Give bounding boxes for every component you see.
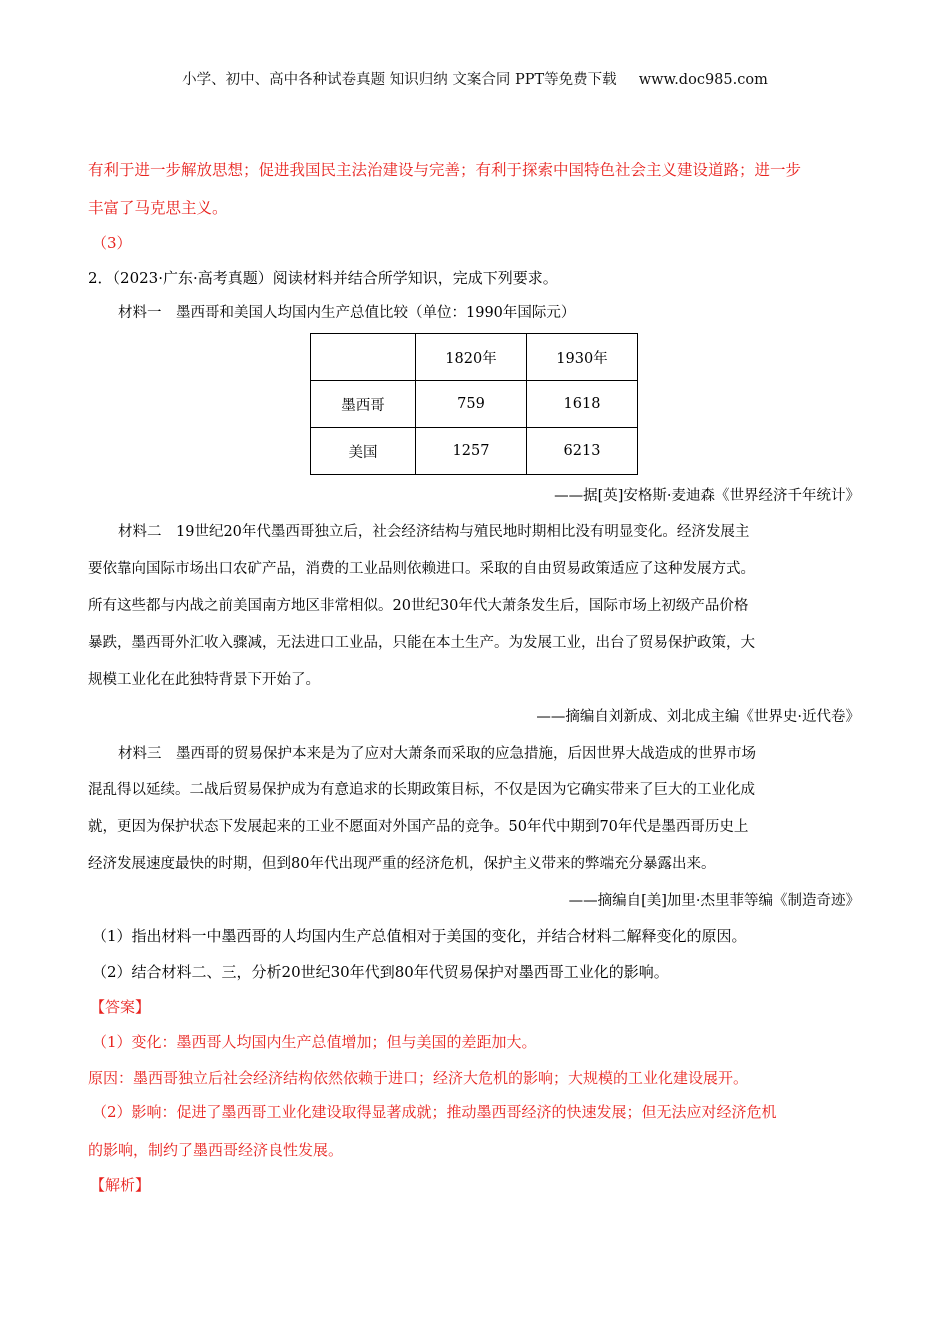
sub-question-2: （2）结合材料二、三，分析20世纪30年代到80年代贸易保护对墨西哥工业化的影响。 [92,963,669,981]
answer-1-reason: 原因：墨西哥独立后社会经济结构依然依赖于进口；经济大危机的影响；大规模的工业化建设展开。 [88,1069,749,1087]
answer-2-line1: （2）影响：促进了墨西哥工业化建设取得显著成就；推动墨西哥经济的快速发展；但无法应对经济危机 [92,1103,777,1121]
material1-title: 材料一 墨西哥和美国人均国内生产总值比较（单位：1990年国际元） [118,305,576,321]
table-header-cell: 1820年 [416,334,527,381]
gdp-table [310,333,638,475]
table-row [311,428,638,475]
material3-line: 经济发展速度最快的时期，但到80年代出现严重的经济危机，保护主义带来的弊端充分暴露出来。 [88,856,716,872]
prev-answer-line2: 丰富了马克思主义。 [88,199,228,217]
page-header [0,68,950,89]
table-row [311,381,638,428]
material2-line: 所有这些都与内战之前美国南方地区非常相似。20世纪30年代大萧条发生后，国际市场上初级产品价格 [88,598,749,614]
table-cell: 759 [416,381,527,428]
question-stem: 2．（2023·广东·高考真题）阅读材料并结合所学知识，完成下列要求。 [88,269,558,287]
prev-answer-line1: 有利于进一步解放思想；促进我国民主法治建设与完善；有利于探索中国特色社会主义建设道路；进一步 [88,161,802,179]
material3-line: 就，更因为保护状态下发展起来的工业不愿面对外国产品的竞争。50年代中期到70年代是墨西哥历史上 [88,819,749,835]
table-cell: 1618 [527,381,638,428]
table-cell: 美国 [311,428,416,475]
material3-source: ——摘编自[美]加里·杰里菲等编《制造奇迹》 [568,893,860,909]
material2-source: ——摘编自刘新成、刘北成主编《世界史·近代卷》 [536,709,860,725]
header-url[interactable]: www.doc985.com [638,72,768,88]
sub-question-1: （1）指出材料一中墨西哥的人均国内生产总值相对于美国的变化，并结合材料二解释变化的原因。 [92,927,747,945]
table-cell: 6213 [527,428,638,475]
answer-2-line2: 的影响，制约了墨西哥经济良性发展。 [88,1141,344,1159]
material2-line: 材料二 19世纪20年代墨西哥独立后，社会经济结构与殖民地时期相比没有明显变化。经济发展主 [118,524,750,540]
answer-1-change: （1）变化：墨西哥人均国内生产总值增加；但与美国的差距加大。 [92,1033,537,1051]
answer-label: 【答案】 [90,998,151,1016]
analysis-label: 【解析】 [90,1176,151,1194]
material2-line: 暴跌，墨西哥外汇收入骤减，无法进口工业品，只能在本土生产。为发展工业，出台了贸易保护政策，大 [88,635,755,651]
material3-line: 材料三 墨西哥的贸易保护本来是为了应对大萧条而采取的应急措施，后因世界大战造成的世界市场 [118,746,756,762]
table-row [311,334,638,381]
material3-line: 混乱得以延续。二战后贸易保护成为有意追求的长期政策目标，不仅是因为它确实带来了巨大的工业化成 [88,782,755,798]
table-cell: 1257 [416,428,527,475]
material1-source: ——据[英]安格斯·麦迪森《世界经济千年统计》 [554,488,860,504]
table-header-cell: 1930年 [527,334,638,381]
material2-line: 要依靠向国际市场出口农矿产品，消费的工业品则依赖进口。采取的自由贸易政策适应了这种发展方式。 [88,561,755,577]
table-cell [311,334,416,381]
material2-line: 规模工业化在此独特背景下开始了。 [88,672,320,688]
table-cell: 墨西哥 [311,381,416,428]
prev-answer-part3: （3） [92,234,132,252]
header-text: 小学、初中、高中各种试卷真题 知识归纳 文案合同 PPT等免费下载 [182,72,617,88]
